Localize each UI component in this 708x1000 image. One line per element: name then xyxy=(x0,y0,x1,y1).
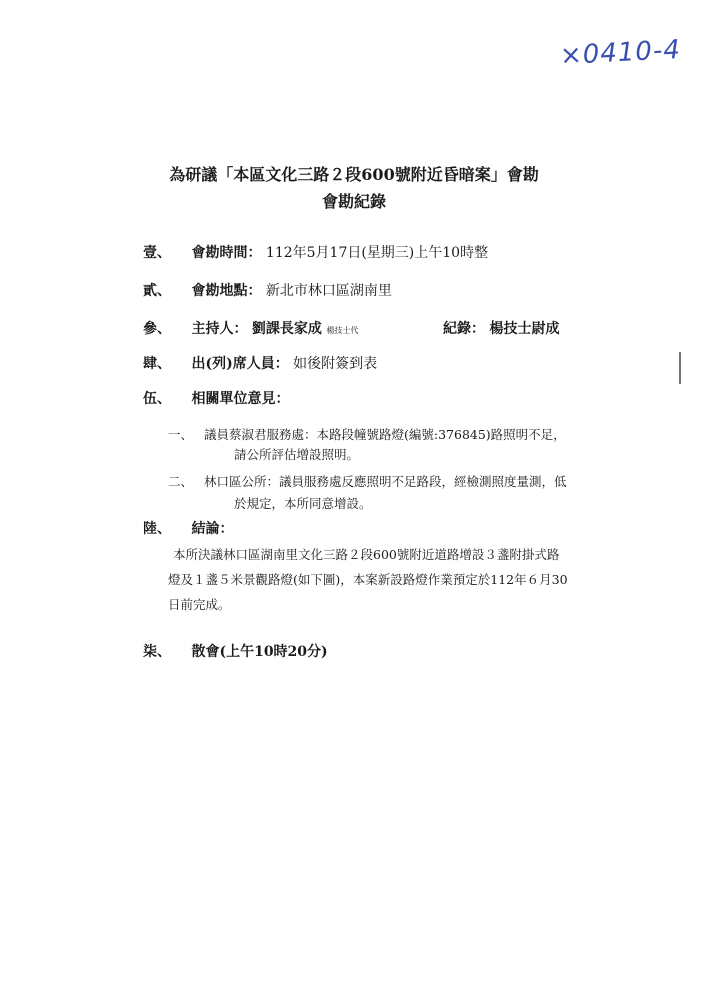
document-subtitle: 會勘紀錄 xyxy=(321,192,386,211)
item-value: 112年5月17日(星期三)上午10時整 xyxy=(265,245,489,261)
conclusion-line-1: 本所決議林口區湖南里文化三路２段600號附近道路增設３盞附掛式路 xyxy=(173,547,560,562)
item-label: 主持人： xyxy=(191,321,248,337)
item-opinions xyxy=(143,388,289,408)
item-number: 柒、 xyxy=(143,644,171,660)
item-label: 會勘地點： xyxy=(191,283,262,299)
conclusion-line-3: 日前完成。 xyxy=(168,597,231,612)
item-number: 陸、 xyxy=(143,521,171,537)
host-name: 劉課長家成 xyxy=(251,321,322,337)
item-time xyxy=(143,242,488,262)
item-host xyxy=(143,318,358,338)
opinion-2-line1: 林口區公所：議員服務處反應照明不足路段，經檢測照度量測，低 xyxy=(204,474,567,489)
host-note: 楊技士代 xyxy=(326,326,359,335)
item-number: 壹、 xyxy=(143,245,171,261)
item-number: 參、 xyxy=(143,321,171,337)
item-conclusion xyxy=(143,518,233,538)
scan-mark xyxy=(679,352,681,384)
opinion-1-line1: 議員蔡淑君服務處：本路段幢號路燈(編號:376845)路照明不足， xyxy=(204,427,566,442)
item-label: 出(列)席人員： xyxy=(191,356,289,372)
item-attendees xyxy=(143,353,377,373)
opinion-1-index: 一、 xyxy=(168,427,194,442)
conclusion-line-2: 燈及１盞５米景觀路燈(如下圖)，本案新設路燈作業預定於112年６月30 xyxy=(168,572,568,587)
recorder-name: 楊技士尉成 xyxy=(489,321,560,337)
item-label: 相關單位意見： xyxy=(191,391,290,407)
item-label: 散會(上午10時20分) xyxy=(191,644,328,660)
item-value: 新北市林口區湖南里 xyxy=(265,283,392,299)
recorder xyxy=(443,318,559,338)
document-title: 為研議「本區文化三路２段600號附近昏暗案」會勘 xyxy=(169,165,539,184)
item-value: 如後附簽到表 xyxy=(293,356,378,372)
opinion-1-line2: 請公所評估增設照明。 xyxy=(234,447,360,462)
opinion-2-index: 二、 xyxy=(168,474,194,489)
item-adjourn xyxy=(143,641,328,661)
recorder-label: 紀錄： xyxy=(443,321,485,337)
item-number: 貳、 xyxy=(143,283,171,299)
item-label: 結論： xyxy=(191,521,234,537)
item-number: 伍、 xyxy=(143,391,171,407)
handwritten-code: ×0410-4 xyxy=(559,34,682,72)
item-place xyxy=(143,280,392,300)
item-number: 肆、 xyxy=(143,356,171,372)
opinion-2-line2: 於規定，本所同意增設。 xyxy=(234,496,372,511)
item-label: 會勘時間： xyxy=(191,245,262,261)
